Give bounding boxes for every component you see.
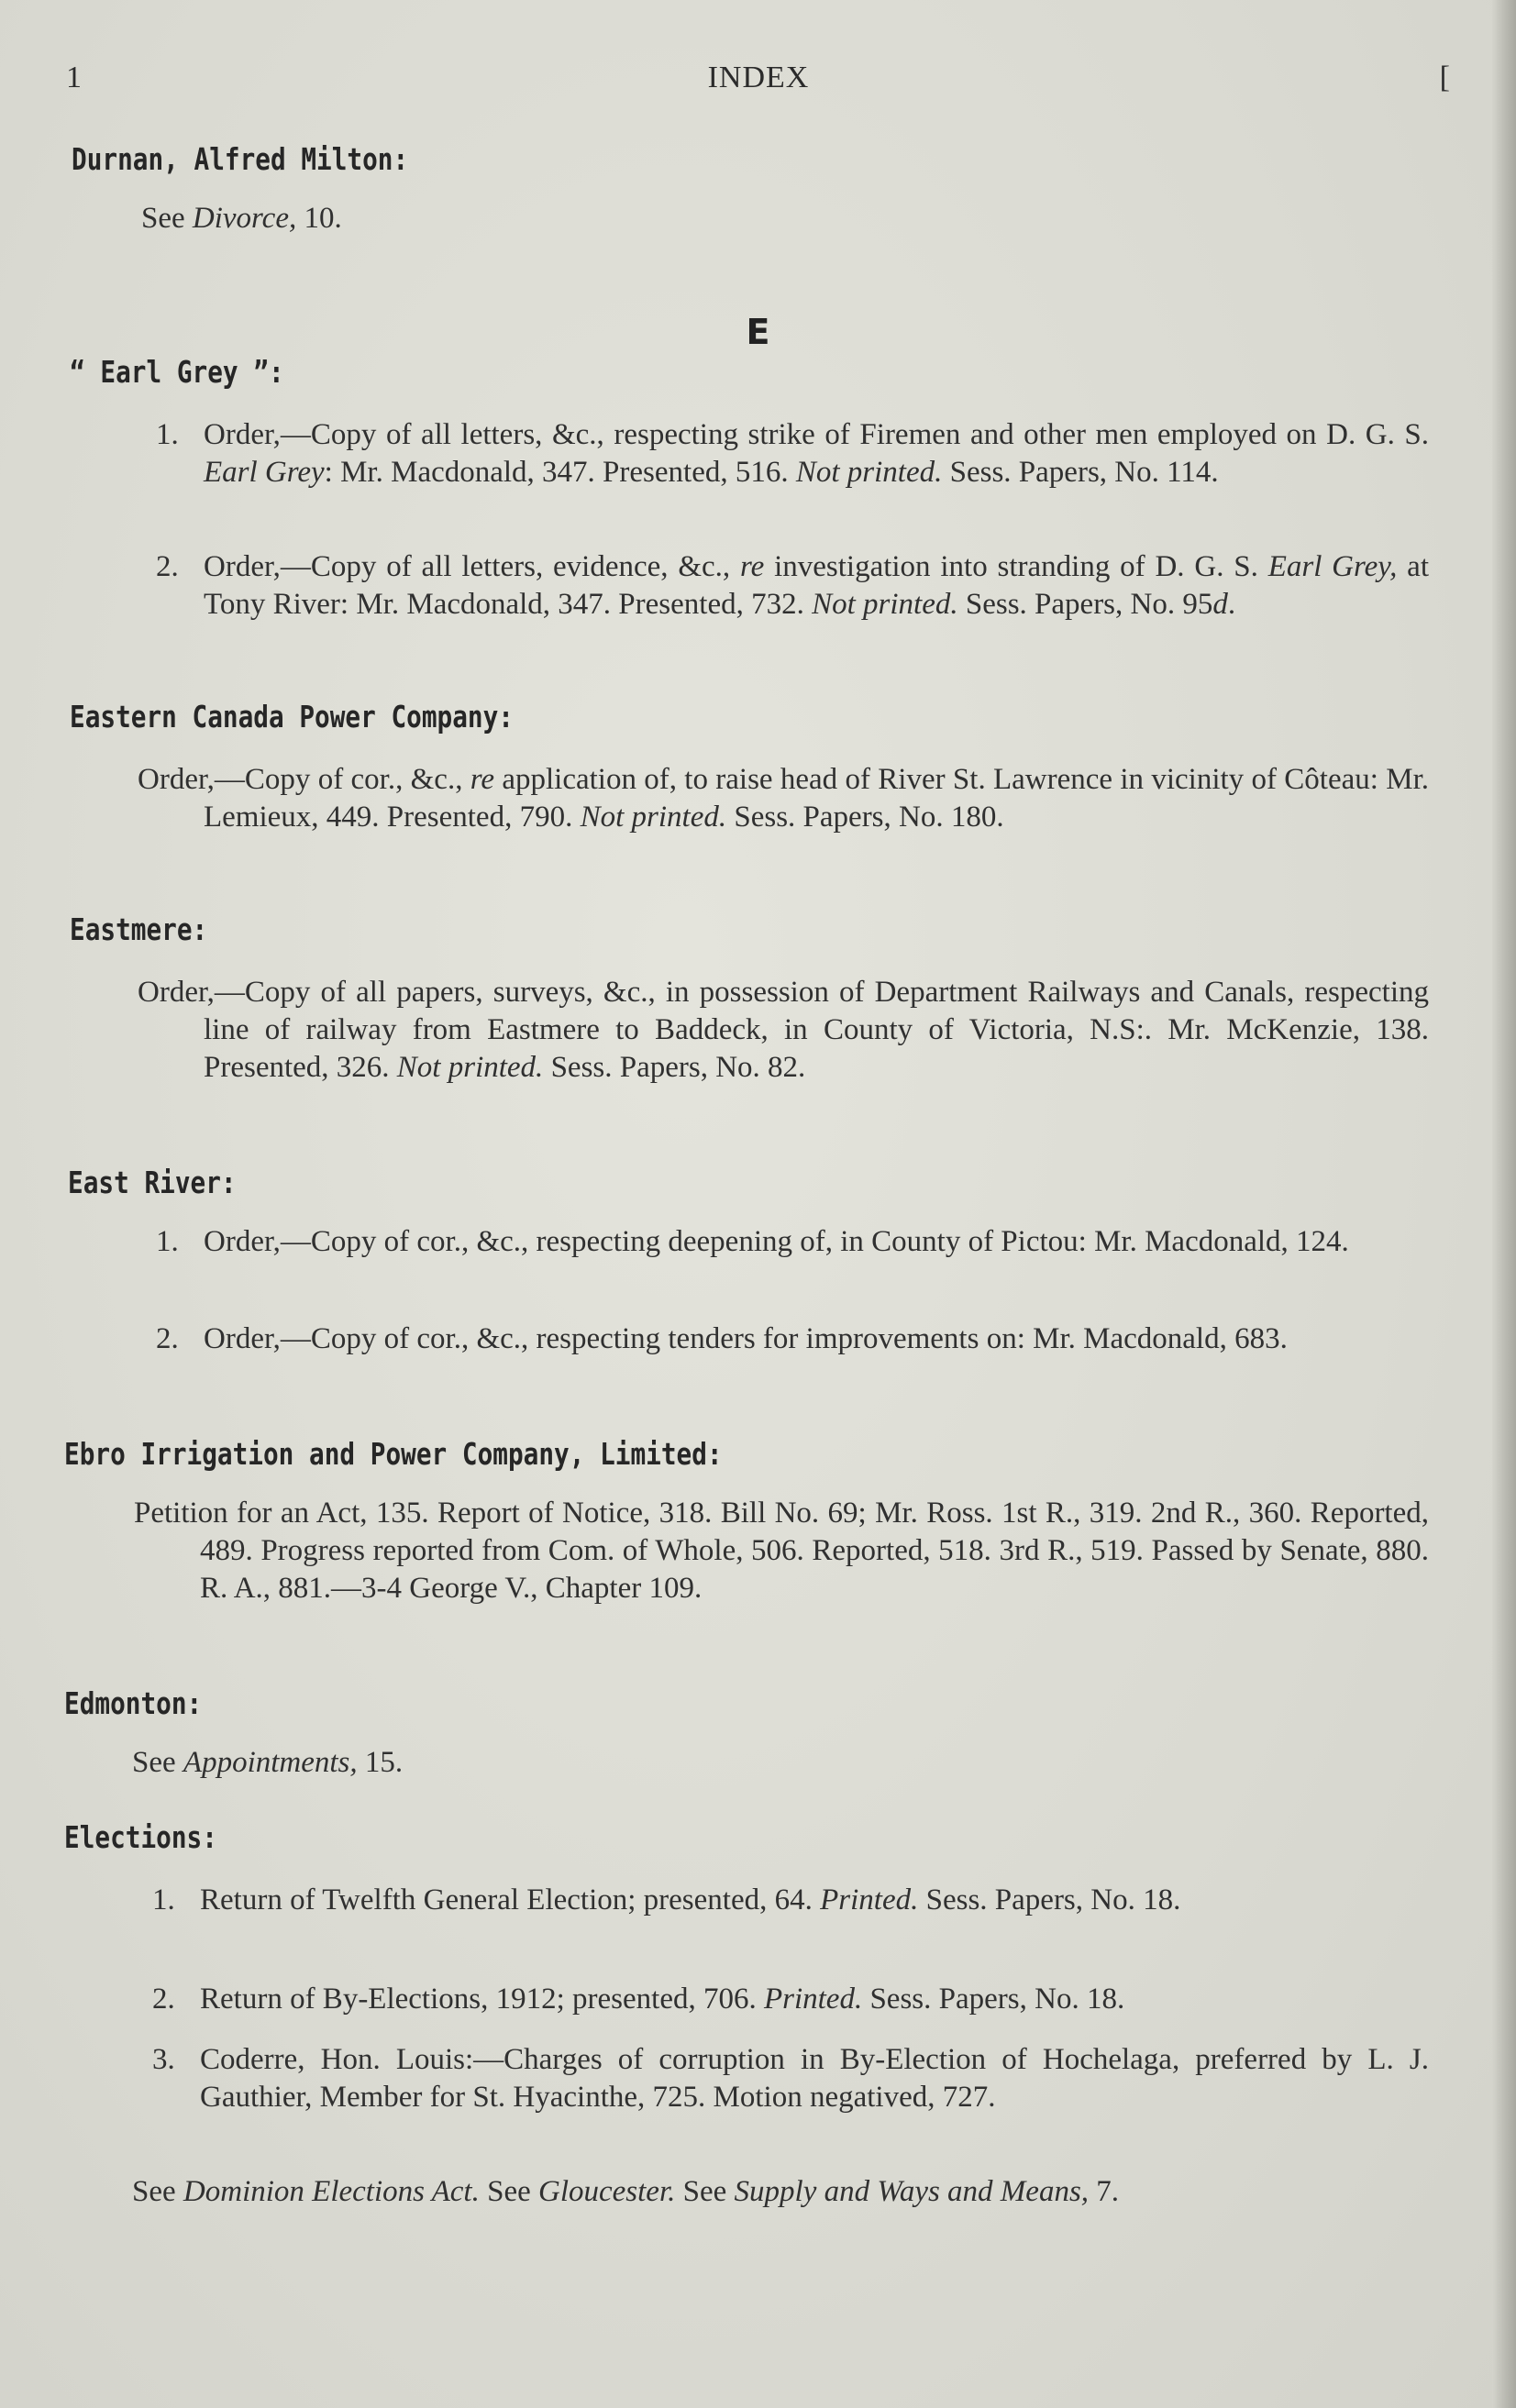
entry-item-elections-1: 1. Return of Twelfth General Election; presented, 64. Printed. Sess. Papers, No. 18. xyxy=(152,1883,1181,1916)
entry-heading-earl-grey: “ Earl Grey ”: xyxy=(70,354,284,390)
entry-heading-eastern-canada: Eastern Canada Power Company: xyxy=(70,699,514,735)
entry-see-elections: See Dominion Elections Act. See Gloucester. See Supply and Ways and Means, 7. xyxy=(132,2175,1120,2208)
page-number: 1 xyxy=(66,61,83,94)
entry-text-ebro: Petition for an Act, 135. Report of Notice, 318. Bill No. 69; Mr. Ross. 1st R., 319. 2nd R., 360. Reported, 489. Progress reported from Com. of Whole, 506. Reported, 518. 3rd R., 519. Passed by Senate, 880. R. A., 881.—3-4 George V., Chapter 109. xyxy=(134,1497,1429,1605)
entry-see-edmonton: See Appointments, 15. xyxy=(132,1746,404,1779)
entry-heading-eastmere: Eastmere: xyxy=(70,911,208,947)
running-title: INDEX xyxy=(707,61,810,94)
entry-heading-edmonton: Edmonton: xyxy=(64,1685,203,1721)
entry-heading-ebro: Ebro Irrigation and Power Company, Limited: xyxy=(64,1436,723,1472)
corner-mark: [ xyxy=(1439,61,1451,94)
entry-item-east-river-2: 2. Order,—Copy of cor., &c., respecting tenders for improvements on: Mr. Macdonald, 683. xyxy=(156,1322,1288,1355)
entry-item-earl-grey-1: 1. Order,—Copy of all letters, &c., respecting strike of Firemen and other men employed on D. G. S. Earl Grey: Mr. Macdonald, 347. Presented, 516. Not printed. Sess. Papers, No. 114. xyxy=(156,418,1429,489)
entry-heading-elections: Elections: xyxy=(64,1819,217,1855)
entry-text-eastern-canada: Order,—Copy of cor., &c., re application of, to raise head of River St. Lawrence in vicinity of Côteau: Mr. Lemieux, 449. Presented, 790. Not printed. Sess. Papers, No. 180. xyxy=(138,763,1429,834)
entry-heading-durnan: Durnan, Alfred Milton: xyxy=(72,141,409,177)
entry-see-durnan: See Divorce, 10. xyxy=(141,202,342,235)
entry-item-elections-2: 2. Return of By-Elections, 1912; presented, 706. Printed. Sess. Papers, No. 18. xyxy=(152,1983,1125,2016)
entry-item-elections-3: 3. Coderre, Hon. Louis:—Charges of corruption in By-Election of Hochelaga, preferred by L. J. Gauthier, Member for St. Hyacinthe, 725. Motion negatived, 727. xyxy=(152,2043,1429,2114)
section-letter: E xyxy=(746,312,770,352)
entry-text-eastmere: Order,—Copy of all papers, surveys, &c., in possession of Department Railways and Canals, respecting line of railway from Eastmere to Baddeck, in County of Victoria, N.S:. Mr. McKenzie, 138. Presented, 326. Not printed. Sess. Papers, No. 82. xyxy=(138,976,1429,1084)
running-header xyxy=(66,61,1451,101)
entry-item-east-river-1: 1. Order,—Copy of cor., &c., respecting deepening of, in County of Pictou: Mr. Macdonald, 124. xyxy=(156,1225,1349,1258)
entry-item-earl-grey-2: 2. Order,—Copy of all letters, evidence, &c., re investigation into stranding of D. G. S. Earl Grey, at Tony River: Mr. Macdonald, 347. Presented, 732. Not printed. Sess. Papers, No. 95d. xyxy=(156,550,1429,621)
entry-heading-east-river: East River: xyxy=(68,1165,237,1200)
page-edge-shadow xyxy=(1492,0,1516,2408)
